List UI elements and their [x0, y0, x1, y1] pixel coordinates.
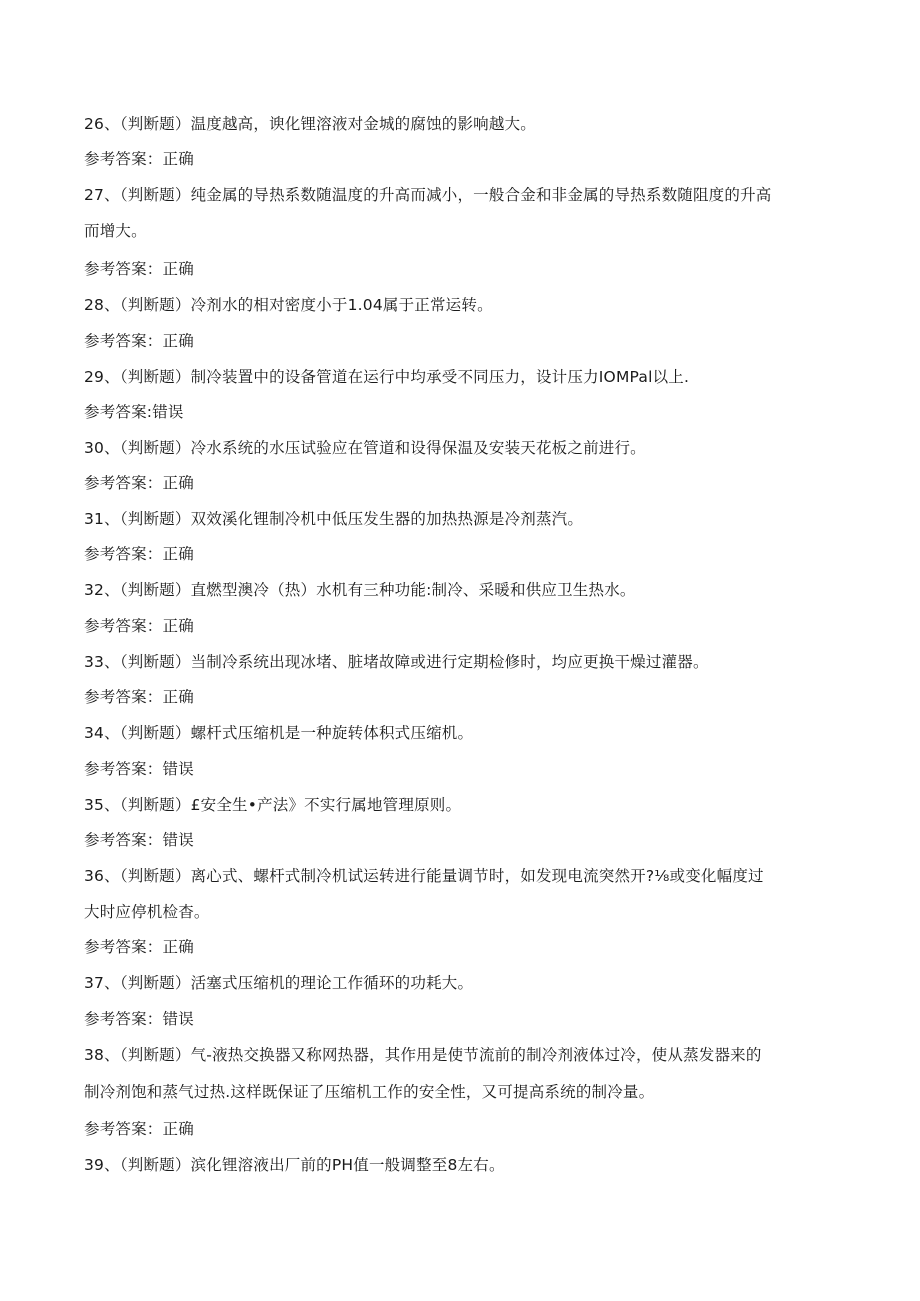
answer-36: 参考答案：正确	[84, 938, 194, 956]
answer-27: 参考答案：正确	[84, 260, 194, 278]
question-30-text: 30、（判断题）冷水系统的水压试验应在管道和设得保温及安装天花板之前进行。	[84, 439, 646, 457]
question-28-text: 28、（判断题）冷剂水的相对密度小于1.04属于正常运转。	[84, 296, 493, 314]
question-35-text: 35、（判断题）£安全生•产法》不实行属地管理原则。	[84, 796, 462, 814]
answer-38: 参考答案：正确	[84, 1120, 194, 1138]
question-27-text: 27、（判断题）纯金属的导热系数随温度的升高而减小，一般合金和非金属的导热系数随阻度的升高	[84, 186, 772, 204]
answer-37: 参考答案：错误	[84, 1010, 194, 1028]
answer-29: 参考答案:错误	[84, 403, 184, 421]
question-29-text: 29、（判断题）制冷装置中的设备管道在运行中均承受不同压力，设计压力IOMPal以上.	[84, 368, 690, 386]
question-38-text: 38、（判断题）气-液热交换器又称网热器，其作用是使节流前的制冷剂液体过冷，使从蒸发器来的	[84, 1046, 762, 1064]
question-37-text: 37、（判断题）活塞式压缩机的理论工作循环的功耗大。	[84, 974, 474, 992]
question-34-text: 34、（判断题）螺杆式压缩机是一种旋转体积式压缩机。	[84, 724, 474, 742]
answer-28: 参考答案：正确	[84, 332, 194, 350]
question-38-text-cont: 制冷剂饱和蒸气过热.这样既保证了压缩机工作的安全性，又可提高系统的制冷量。	[84, 1083, 655, 1101]
question-27-text-cont: 而增大。	[84, 222, 147, 240]
answer-35: 参考答案：错误	[84, 831, 194, 849]
question-26-text: 26、（判断题）温度越高，谀化锂溶液对金城的腐蚀的影响越大。	[84, 115, 536, 133]
question-36-text: 36、（判断题）离心式、螺杆式制冷机试运转进行能量调节时，如发现电流突然开?⅛或变化幅度过	[84, 867, 764, 885]
question-32-text: 32、（判断题）直燃型澳冷（热）水机有三种功能:制冷、采暖和供应卫生热水。	[84, 581, 636, 599]
question-33-text: 33、（判断题）当制冷系统出现冰堵、脏堵故障或进行定期检修时，均应更换干燥过灌器。	[84, 653, 709, 671]
answer-34: 参考答案：错误	[84, 760, 194, 778]
question-36-text-cont: 大时应停机检杳。	[84, 903, 210, 921]
answer-32: 参考答案：正确	[84, 617, 194, 635]
question-39-text: 39、（判断题）滨化锂溶液出厂前的PH值一般调整至8左右。	[84, 1156, 505, 1174]
question-31-text: 31、（判断题）双效溪化锂制冷机中低压发生器的加热热源是冷剂蒸汽。	[84, 510, 584, 528]
answer-33: 参考答案：正确	[84, 688, 194, 706]
answer-26: 参考答案：正确	[84, 150, 194, 168]
answer-31: 参考答案：正确	[84, 545, 194, 563]
answer-30: 参考答案：正确	[84, 474, 194, 492]
